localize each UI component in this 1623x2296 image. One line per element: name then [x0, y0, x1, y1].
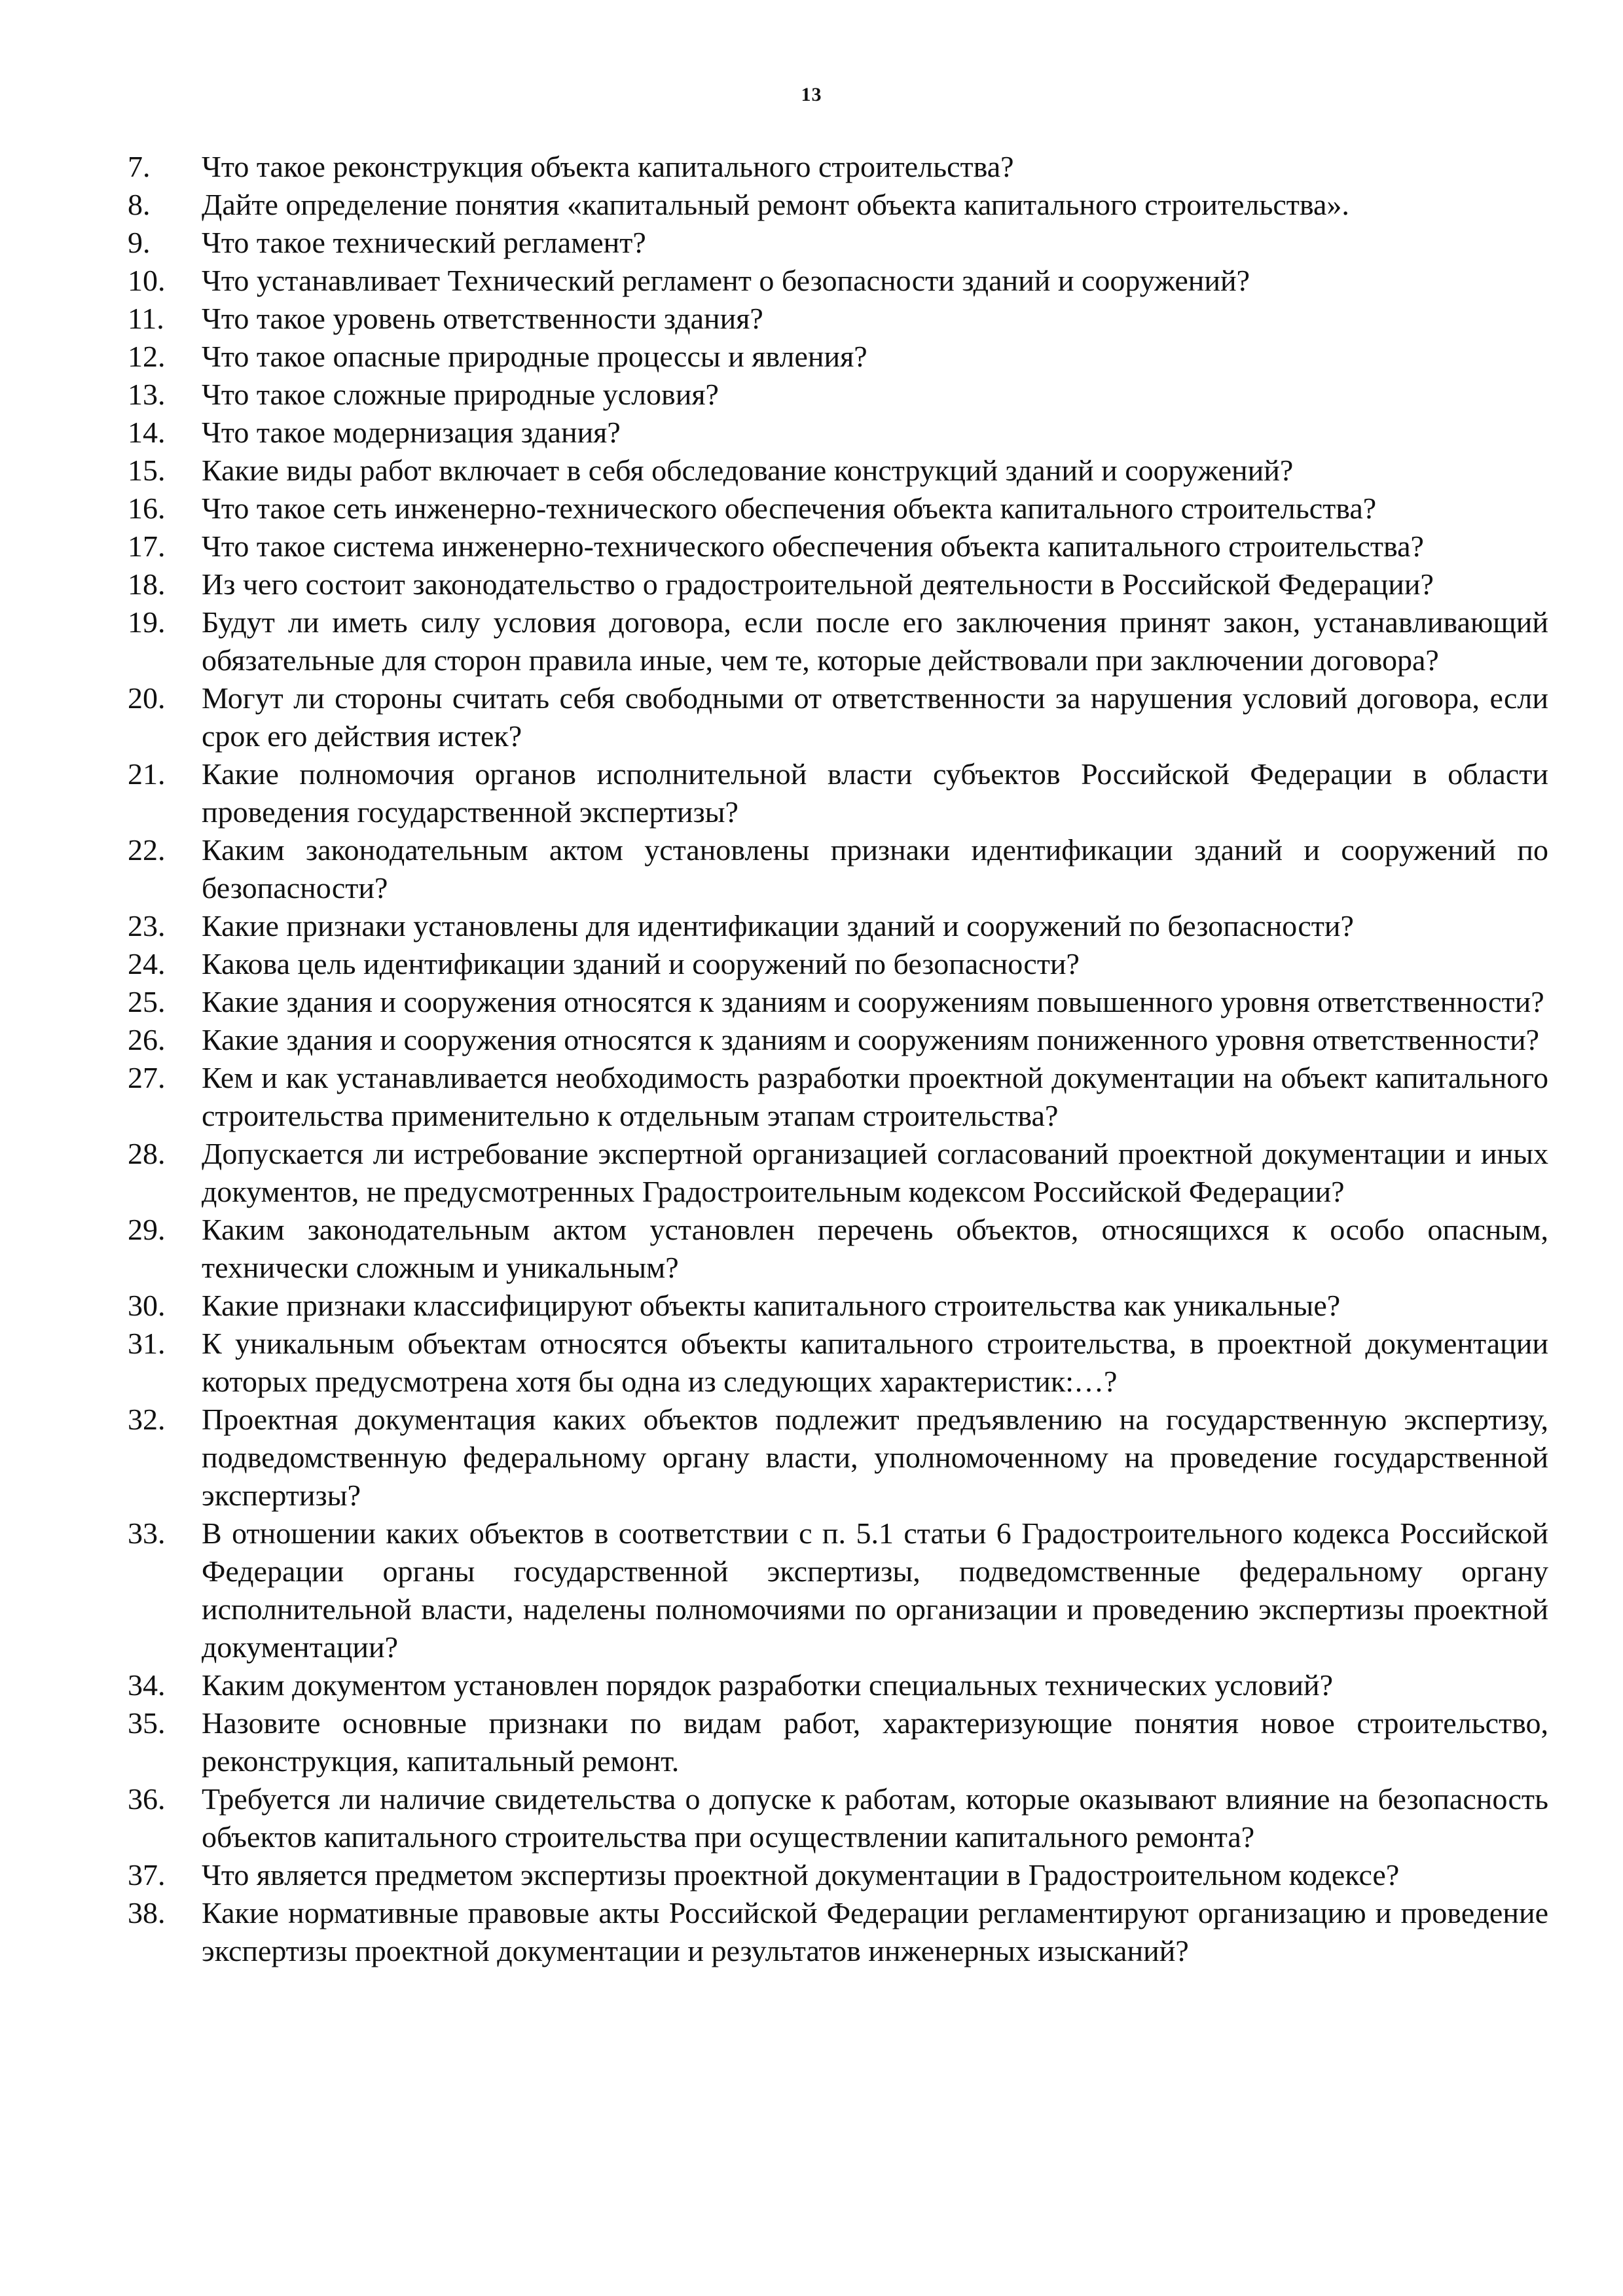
question-number: 38. [128, 1896, 166, 1929]
question-text: Каким законодательным актом установлен перечень объектов, относящихся к особо опасным, технически сложным и уникальным? [202, 1213, 1548, 1284]
question-item [128, 1325, 1548, 1401]
question-item [128, 1856, 1548, 1894]
question-number: 20. [128, 681, 166, 715]
question-item [128, 528, 1548, 565]
question-number: 21. [128, 757, 166, 791]
question-text: Что такое сложные природные условия? [202, 378, 719, 411]
question-number: 33. [128, 1516, 166, 1550]
question-number: 8. [128, 188, 151, 221]
question-text: Какие здания и сооружения относятся к зданиям и сооружениям пониженного уровня ответственности? [202, 1023, 1539, 1056]
question-number: 17. [128, 529, 166, 563]
question-text: Что такое технический регламент? [202, 226, 646, 259]
question-number: 16. [128, 492, 166, 525]
page-number: 13 [801, 84, 822, 105]
question-number: 28. [128, 1137, 166, 1170]
question-text: Могут ли стороны считать себя свободными от ответственности за нарушения условий договора, если срок его действия истек? [202, 681, 1548, 753]
question-item [128, 1021, 1548, 1059]
question-text: Какие признаки установлены для идентификации зданий и сооружений по безопасности? [202, 909, 1354, 942]
question-number: 34. [128, 1668, 166, 1702]
question-item [128, 679, 1548, 755]
question-item [128, 907, 1548, 945]
question-text: Какие виды работ включает в себя обследование конструкций зданий и сооружений? [202, 454, 1294, 487]
question-text: Что такое система инженерно-технического обеспечения объекта капитального строительства? [202, 529, 1424, 563]
question-number: 23. [128, 909, 166, 942]
question-number: 31. [128, 1327, 166, 1360]
question-item [128, 1704, 1548, 1780]
question-text: Из чего состоит законодательство о градостроительной деятельности в Российской Федерации? [202, 567, 1434, 601]
question-item [128, 300, 1548, 338]
question-item [128, 414, 1548, 452]
question-text: Какие нормативные правовые акты Российской Федерации регламентируют организацию и проведение экспертизы проектной документации и результатов инженерных изысканий? [202, 1896, 1548, 1967]
question-number: 18. [128, 567, 166, 601]
question-number: 12. [128, 340, 166, 373]
question-item [128, 1059, 1548, 1135]
question-text: В отношении каких объектов в соответствии с п. 5.1 статьи 6 Градостроительного кодекса Российской Федерации органы государственной экспертизы, подведомственные федеральному органу исполнительной власти, наделены полномочиями по организации и проведению экспертизы проектной документации? [202, 1516, 1548, 1664]
question-item [128, 1780, 1548, 1856]
question-number: 24. [128, 947, 166, 980]
question-text: Что является предметом экспертизы проектной документации в Градостроительном кодексе? [202, 1858, 1400, 1892]
question-text: Какие полномочия органов исполнительной власти субъектов Российской Федерации в области проведения государственной экспертизы? [202, 757, 1548, 829]
question-number: 36. [128, 1782, 166, 1816]
question-text: К уникальным объектам относятся объекты капитального строительства, в проектной документации которых предусмотрена хотя бы одна из следующих характеристик:…? [202, 1327, 1548, 1398]
question-text: Какова цель идентификации зданий и сооружений по безопасности? [202, 947, 1080, 980]
question-number: 26. [128, 1023, 166, 1056]
question-item [128, 148, 1548, 186]
question-item [128, 262, 1548, 300]
question-item [128, 186, 1548, 224]
question-text: Дайте определение понятия «капитальный ремонт объекта капитального строительства». [202, 188, 1349, 221]
question-number: 32. [128, 1403, 166, 1436]
question-item [128, 1211, 1548, 1287]
question-number: 11. [128, 302, 164, 335]
question-text: Что такое уровень ответственности здания? [202, 302, 763, 335]
question-item [128, 1401, 1548, 1515]
question-item [128, 338, 1548, 376]
question-number: 30. [128, 1289, 166, 1322]
question-number: 22. [128, 833, 166, 867]
question-item [128, 755, 1548, 831]
question-number: 14. [128, 416, 166, 449]
question-text: Что устанавливает Технический регламент о безопасности зданий и сооружений? [202, 264, 1250, 297]
question-item [128, 831, 1548, 907]
question-item [128, 1287, 1548, 1325]
question-number: 25. [128, 985, 166, 1018]
question-item [128, 1135, 1548, 1211]
question-item [128, 1515, 1548, 1666]
question-item [128, 490, 1548, 528]
question-text: Каким документом установлен порядок разработки специальных технических условий? [202, 1668, 1333, 1702]
question-number: 29. [128, 1213, 166, 1246]
question-text: Каким законодательным актом установлены признаки идентификации зданий и сооружений по безопасности? [202, 833, 1548, 905]
question-number: 35. [128, 1706, 166, 1740]
question-text: Какие здания и сооружения относятся к зданиям и сооружениям повышенного уровня ответственности? [202, 985, 1544, 1018]
question-number: 37. [128, 1858, 166, 1892]
question-text: Будут ли иметь силу условия договора, если после его заключения принят закон, устанавливающий обязательные для сторон правила иные, чем те, которые действовали при заключении договора? [202, 605, 1548, 677]
question-number: 13. [128, 378, 166, 411]
question-number: 9. [128, 226, 151, 259]
question-text: Допускается ли истребование экспертной организацией согласований проектной документации и иных документов, не предусмотренных Градостроительным кодексом Российской Федерации? [202, 1137, 1548, 1208]
question-item [128, 452, 1548, 490]
question-text: Какие признаки классифицируют объекты капитального строительства как уникальные? [202, 1289, 1341, 1322]
question-text: Проектная документация каких объектов подлежит предъявлению на государственную экспертизу, подведомственную федеральному органу власти, уполномоченному на проведение государственной экспертизы? [202, 1403, 1548, 1512]
question-item [128, 376, 1548, 414]
question-text: Что такое реконструкция объекта капитального строительства? [202, 150, 1014, 183]
question-text: Назовите основные признаки по видам работ, характеризующие понятия новое строительство, реконструкция, капитальный ремонт. [202, 1706, 1548, 1778]
question-number: 27. [128, 1061, 166, 1094]
question-text: Требуется ли наличие свидетельства о допуске к работам, которые оказывают влияние на безопасность объектов капитального строительства при осуществлении капитального ремонта? [202, 1782, 1548, 1854]
question-item [128, 945, 1548, 983]
question-text: Что такое опасные природные процессы и явления? [202, 340, 867, 373]
question-number: 19. [128, 605, 166, 639]
question-number: 15. [128, 454, 166, 487]
question-text: Что такое модернизация здания? [202, 416, 621, 449]
question-item [128, 1894, 1548, 1970]
question-item [128, 565, 1548, 603]
question-number: 7. [128, 150, 151, 183]
question-list [128, 148, 1548, 1970]
question-text: Что такое сеть инженерно-технического обеспечения объекта капитального строительства? [202, 492, 1377, 525]
question-item [128, 1666, 1548, 1704]
question-item [128, 603, 1548, 679]
question-number: 10. [128, 264, 166, 297]
question-text: Кем и как устанавливается необходимость разработки проектной документации на объект капитального строительства применительно к отдельным этапам строительства? [202, 1061, 1548, 1132]
question-item [128, 983, 1548, 1021]
question-item [128, 224, 1548, 262]
